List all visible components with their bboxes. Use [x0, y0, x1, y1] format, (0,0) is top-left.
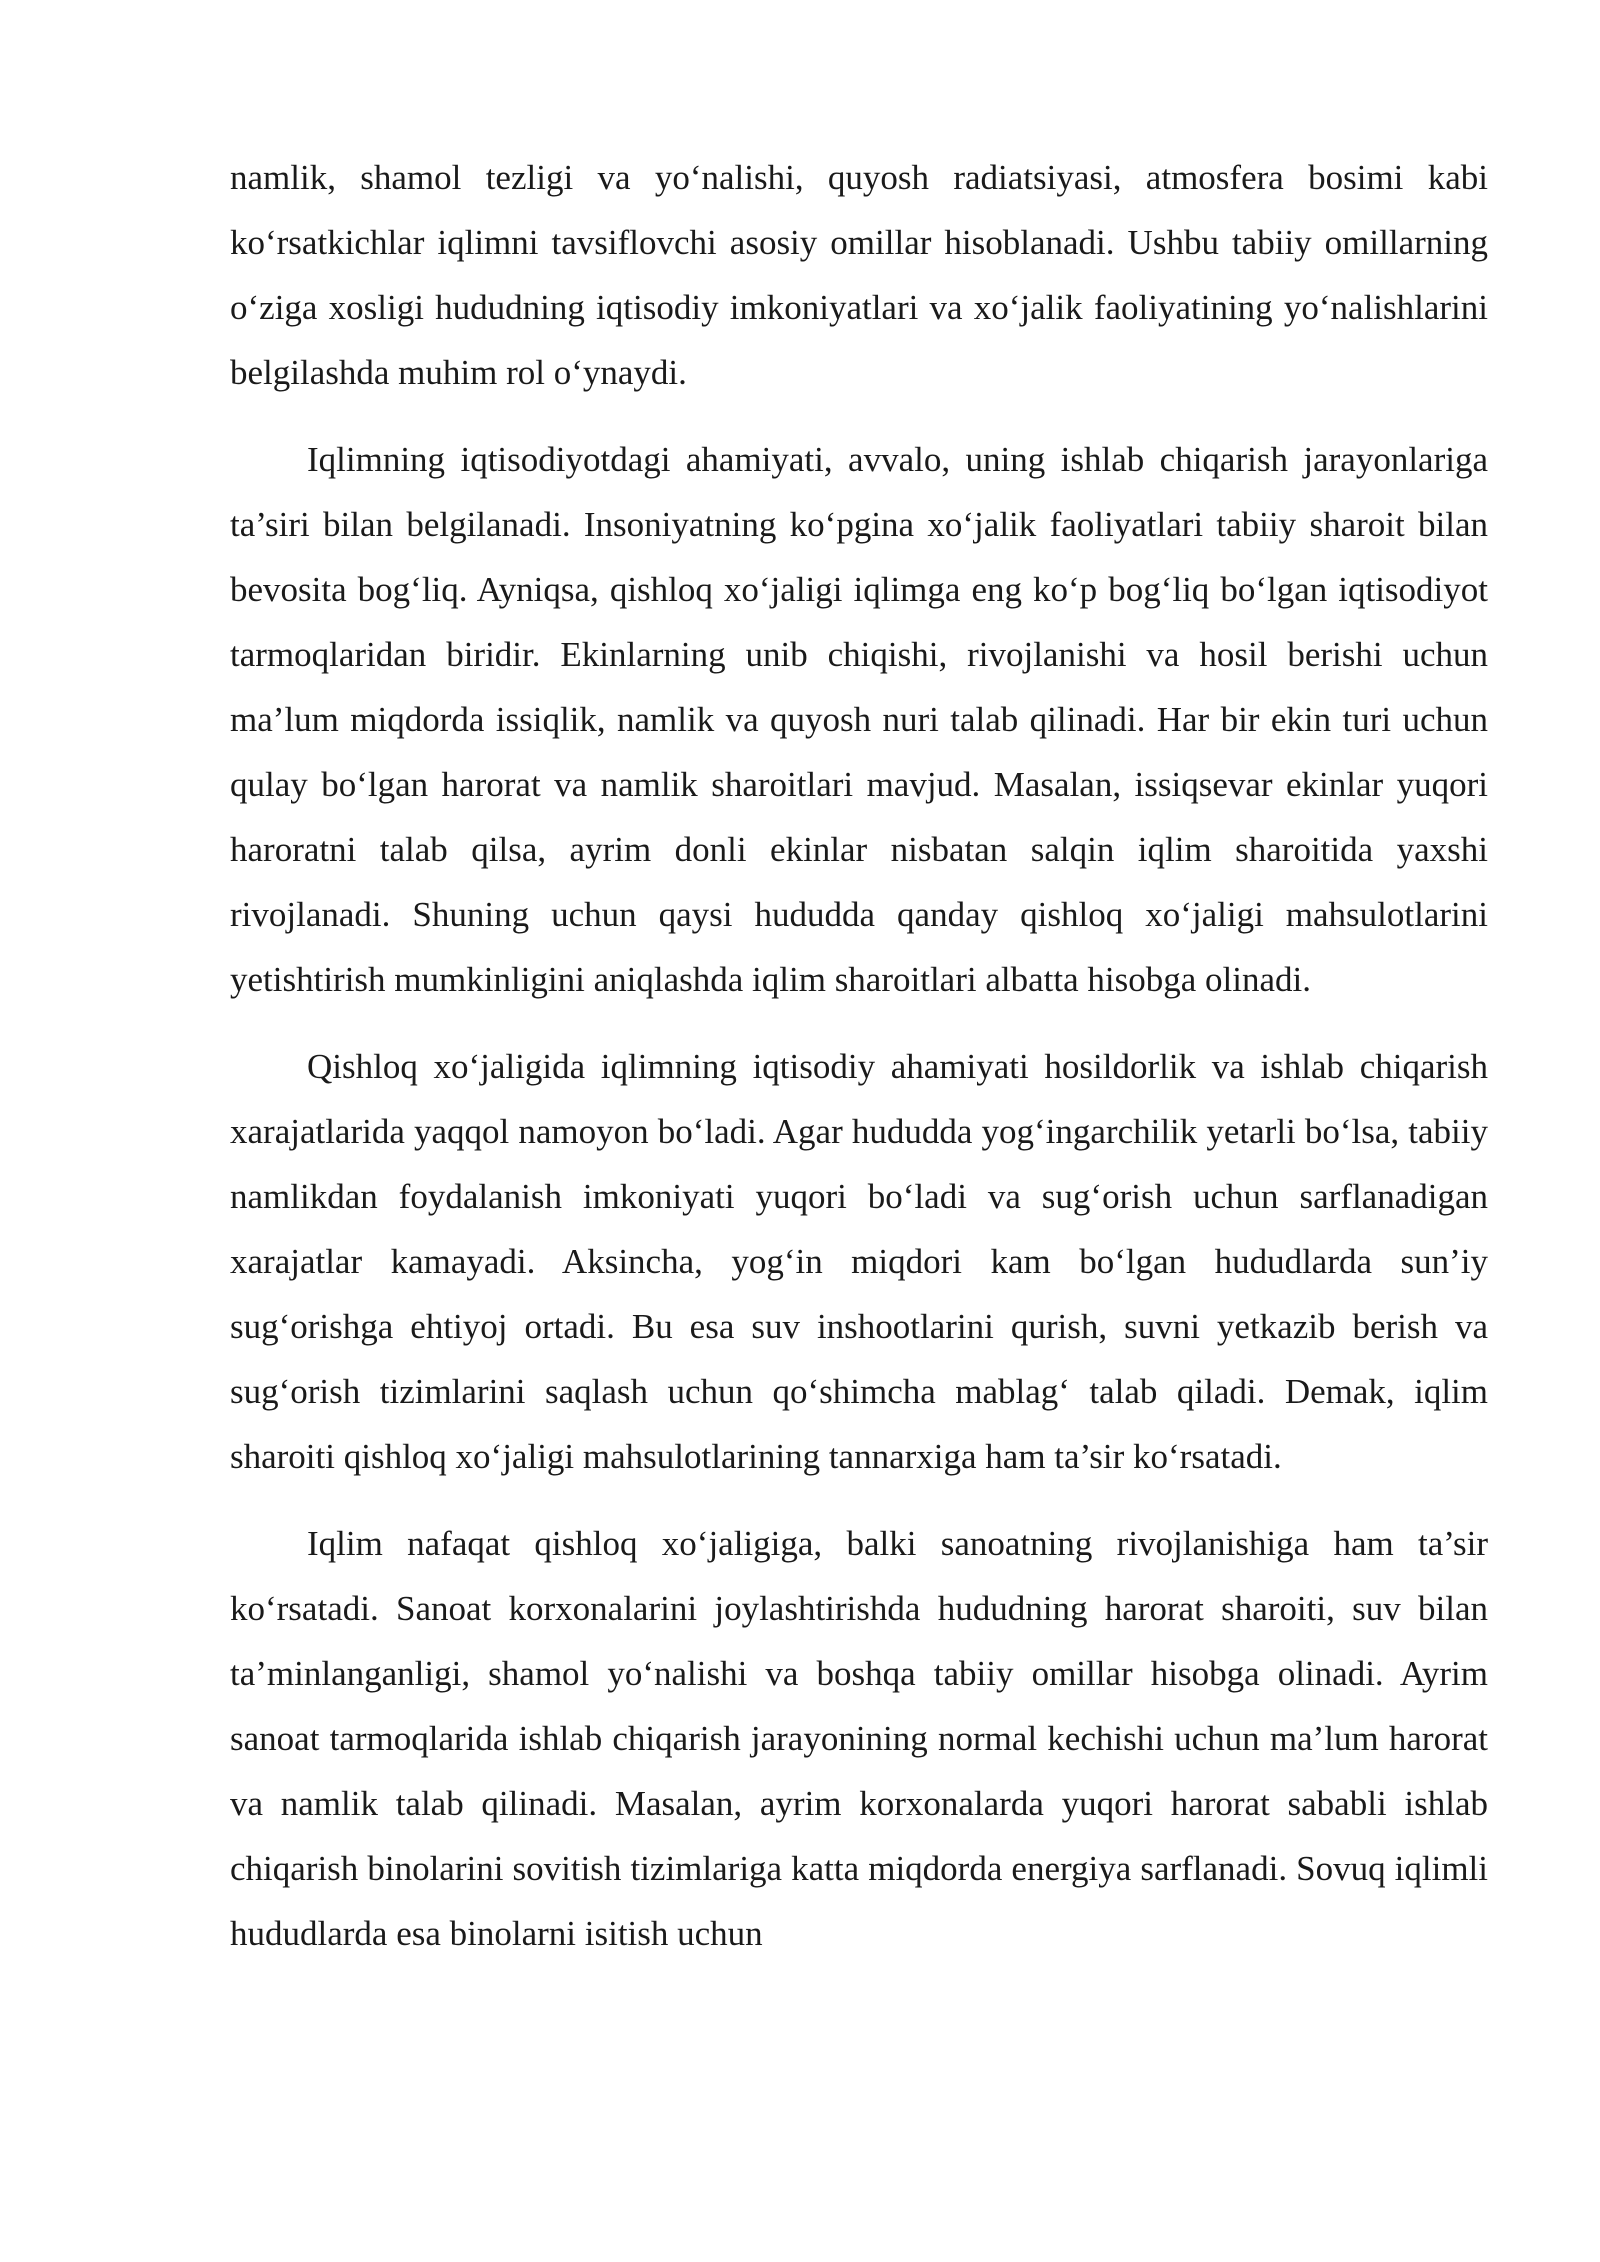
paragraph-2: Iqlimning iqtisodiyotdagi ahamiyati, avvalo, uning ishlab chiqarish jarayonlariga ta’siri bilan belgilanadi. Insoniyatning ko‘pgina xo‘jalik faoliyatlari tabiiy sharoit bilan bevosita bog‘liq. Ayniqsa, qishloq xo‘jaligi iqlimga eng ko‘p bog‘liq bo‘lgan iqtisodiyot tarmoqlaridan biridir. Ekinlarning unib chiqishi, rivojlanishi va hosil berishi uchun ma’lum miqdorda issiqlik, namlik va quyosh nuri talab qilinadi. Har bir ekin turi uchun qulay bo‘lgan harorat va namlik sharoitlari mavjud. Masalan, issiqsevar ekinlar yuqori haroratni talab qilsa, ayrim donli ekinlar nisbatan salqin iqlim sharoitida yaxshi rivojlanadi. Shuning uchun qaysi hududda qanday qishloq xo‘jaligi mahsulotlarini yetishtirish mumkinligini aniqlashda iqlim sharoitlari albatta hisobga olinadi. [230, 440, 1488, 999]
paragraph-3: Qishloq xo‘jaligida iqlimning iqtisodiy ahamiyati hosildorlik va ishlab chiqarish xarajatlarida yaqqol namoyon bo‘ladi. Agar hududda yog‘ingarchilik yetarli bo‘lsa, tabiiy namlikdan foydalanish imkoniyati yuqori bo‘ladi va sug‘orish uchun sarflanadigan xarajatlar kamayadi. Aksincha, yog‘in miqdori kam bo‘lgan hududlarda sun’iy sug‘orishga ehtiyoj ortadi. Bu esa suv inshootlarini qurish, suvni yetkazib berish va sug‘orish tizimlarini saqlash uchun qo‘shimcha mablag‘ talab qiladi. Demak, iqlim sharoiti qishloq xo‘jaligi mahsulotlarining tannarxiga ham ta’sir ko‘rsatadi. [230, 1047, 1488, 1476]
paragraph-4: Iqlim nafaqat qishloq xo‘jaligiga, balki sanoatning rivojlanishiga ham ta’sir ko‘rsatadi. Sanoat korxonalarini joylashtirishda hududning harorat sharoiti, suv bilan ta’minlanganligi, shamol yo‘nalishi va boshqa tabiiy omillar hisobga olinadi. Ayrim sanoat tarmoqlarida ishlab chiqarish jarayonining normal kechishi uchun ma’lum harorat va namlik talab qilinadi. Masalan, ayrim korxonalarda yuqori harorat sababli ishlab chiqarish binolarini sovitish tizimlariga katta miqdorda energiya sarflanadi. Sovuq iqlimli hududlarda esa binolarni isitish uchun [230, 1524, 1488, 1953]
document-body [230, 145, 1488, 1988]
paragraph-1: namlik, shamol tezligi va yo‘nalishi, quyosh radiatsiyasi, atmosfera bosimi kabi ko‘rsatkichlar iqlimni tavsiflovchi asosiy omillar hisoblanadi. Ushbu tabiiy omillarning o‘ziga xosligi hududning iqtisodiy imkoniyatlari va xo‘jalik faoliyatining yo‘nalishlarini belgilashda muhim rol o‘ynaydi. [230, 158, 1488, 392]
